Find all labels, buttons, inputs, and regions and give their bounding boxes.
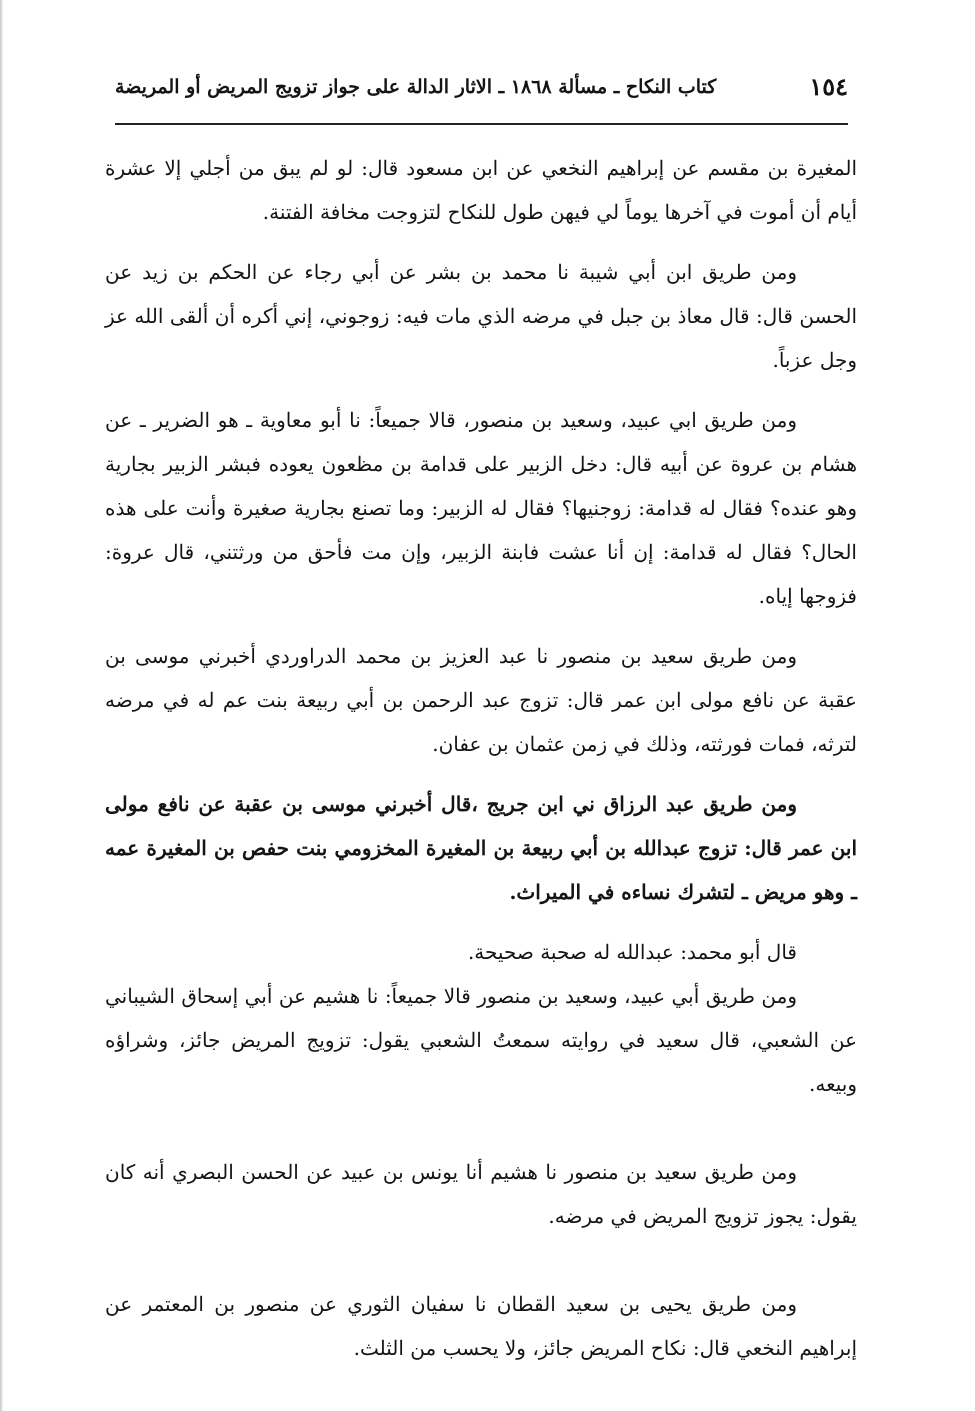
paragraph: ومن طريق ابي عبيد، وسعيد بن منصور، قالا جميعاً: نا أبو معاوية ـ هو الضرير ـ عن هشام بن عروة عن أبيه قال: دخل الزبير على قدامة بن مظعون يعوده فبشر الزبير بجارية وهو عنده؟ فقال له قدامة: زوجنيها؟ فقال له الزبير: وما تصنع بجارية صغيرة وأنت على هذه الحال؟ فقال له قدامة: إن أنا عشت فابنة الزبير، وإن مت فأحق من ورثتني، قال عروة: فزوجها إياه. [105, 408, 857, 608]
running-title: كتاب النكاح ـ مسألة ١٨٦٨ ـ الاثار الدالة على جواز تزويج المريض أو المريضة [115, 76, 717, 98]
paragraph: ومن طريق يحيى بن سعيد القطان نا سفيان الثوري عن منصور بن المعتمر عن إبراهيم النخعي قال: نكاح المريض جائز، ولا يحسب من الثلث. [105, 1292, 857, 1360]
paragraph: ومن طريق أبي عبيد، وسعيد بن منصور قالا جميعاً: نا هشيم عن أبي إسحاق الشيباني عن الشعبي، قال سعيد في روايته سمعتُ الشعبي يقول: تزويج المريض جائز، وشراؤه وبيعه. [105, 984, 857, 1096]
page-header [115, 70, 848, 104]
body-text [105, 146, 857, 1386]
paragraph: ومن طريق سعيد بن منصور نا هشيم أنا يونس بن عبيد عن الحسن البصري أنه كان يقول: يجوز تزويج المريض في مرضه. [105, 1160, 857, 1228]
paragraph: ومن طريق سعيد بن منصور نا عبد العزيز بن محمد الدراوردي أخبرني موسى بن عقبة عن نافع مولى ابن عمر قال: تزوج عبد الرحمن بن أبي ربيعة بنت عم له في مرضه لترثه، فمات فورثته، وذلك في زمن عثمان بن عفان. [105, 644, 857, 756]
header-rule [115, 123, 848, 125]
paragraph: ومن طريق عبد الرزاق ني ابن جريج ،قال أخبرني موسى بن عقبة عن نافع مولى ابن عمر قال: تزوج عبدالله بن أبي ربيعة بن المغيرة المخزومي بنت حفص بن المغيرة عمه ـ وهو مريض ـ لتشرك نساءه في الميراث. [105, 792, 857, 904]
paragraph: ومن طريق ابن أبي شيبة نا محمد بن بشر عن أبي رجاء عن الحكم بن زيد عن الحسن قال: قال معاذ بن جبل في مرضه الذي مات فيه: زوجوني، إني أكره أن ألقى الله عز وجل عزباً. [105, 260, 857, 372]
paragraph: قال أبو محمد: عبدالله له صحبة صحيحة. [467, 940, 797, 964]
paragraph-continuation: المغيرة بن مقسم عن إبراهيم النخعي عن ابن مسعود قال: لو لم يبق من أجلي إلا عشرة أيام أن أموت في آخرها يوماً لي فيهن طول للنكاح لتزوجت مخافة الفتنة. [105, 156, 857, 224]
scan-edge [0, 0, 3, 1411]
page-number: ١٥٤ [809, 72, 848, 101]
